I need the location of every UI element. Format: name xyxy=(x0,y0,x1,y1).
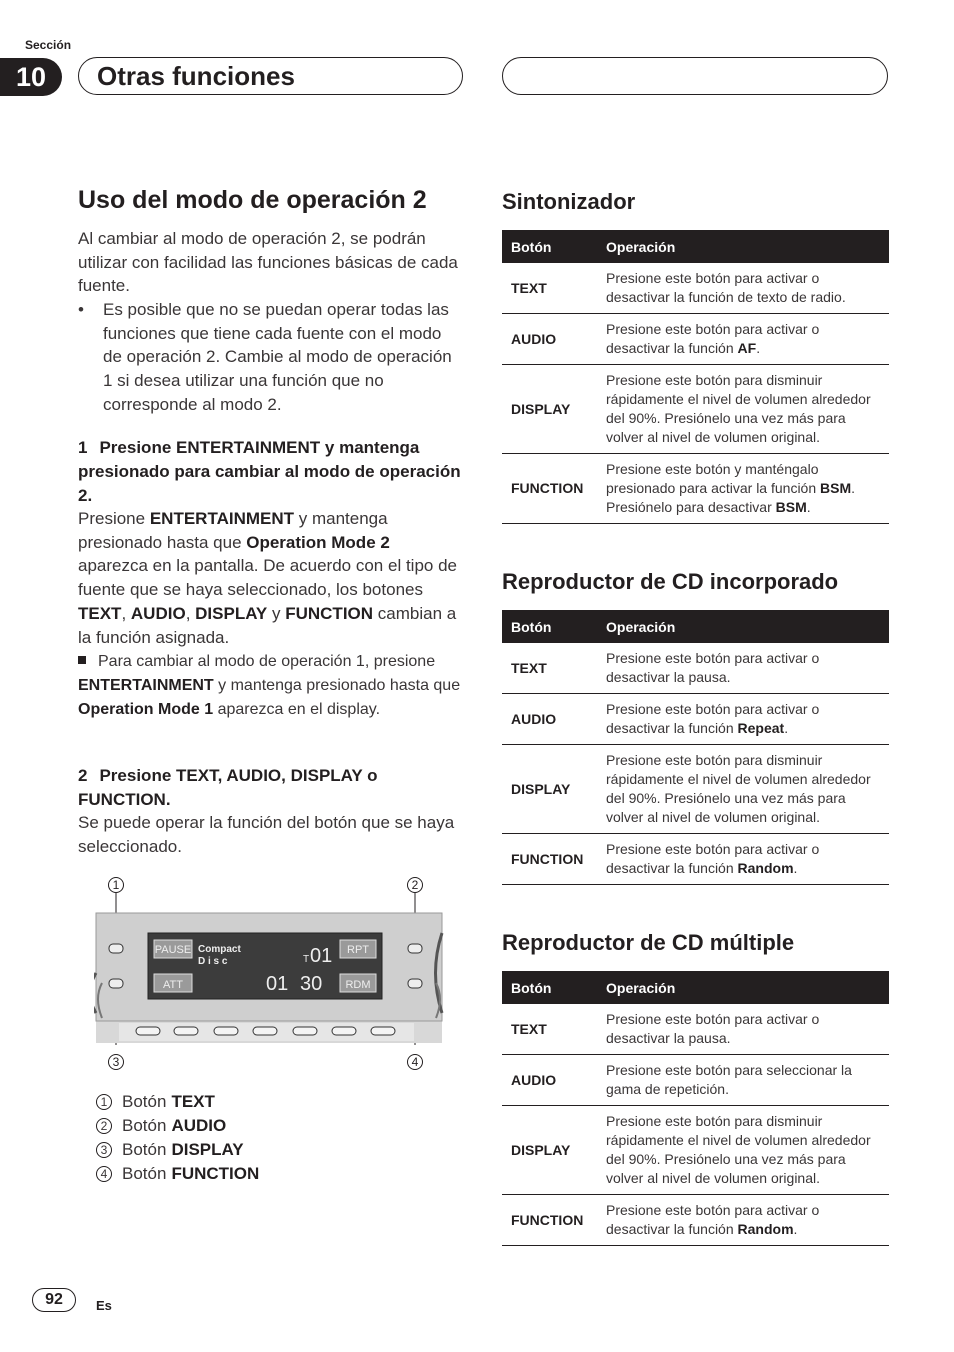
display-minutes: 01 xyxy=(266,973,289,995)
callout-4: 4 xyxy=(407,1054,423,1070)
step-1-text: Presione ENTERTAINMENT y mantenga presionado para cambiar al modo de operación 2. xyxy=(78,438,461,505)
table-row: DISPLAY Presione este botón para disminuir rápidamente el nivel de volumen alrededor del 90%. Presiónelo una vez más para volver al nivel de volumen original. xyxy=(502,745,889,834)
display-seconds: 30 xyxy=(300,973,323,995)
bullet-text: Es posible que no se puedan operar todas las funciones que tiene cada fuente con el modo de operación 2. Cambie al modo de operación 1 si desea utilizar una función que no corresponde al modo 2. xyxy=(103,300,452,414)
display-track: 01 xyxy=(310,945,333,967)
cd-multi-heading: Reproductor de CD múltiple xyxy=(502,930,795,955)
bullet-item xyxy=(78,298,463,417)
table-row: AUDIO Presione este botón para activar o desactivar la función AF. xyxy=(502,314,889,365)
table-row: TEXT Presione este botón para activar o desactivar la función de texto de radio. xyxy=(502,263,889,314)
callout-2: 2 xyxy=(407,877,423,893)
callout-3: 3 xyxy=(108,1054,124,1070)
tuner-heading: Sintonizador xyxy=(502,189,636,214)
table-row: DISPLAY Presione este botón para disminuir rápidamente el nivel de volumen alrededor del 90%. Presiónelo una vez más para volver al nivel de volumen original. xyxy=(502,365,889,454)
step-1-body: Presione ENTERTAINMENT y mantenga presionado hasta que Operation Mode 2 aparezca en la pantalla. De acuerdo con el tipo de fuente que se haya seleccionado, los botones TEXT, AUDIO, DISPLAY y FUNCTION cambian a la función asignada. xyxy=(78,509,457,647)
legend-item: 2 Botón AUDIO xyxy=(96,1114,259,1138)
page-number: 92 xyxy=(32,1288,76,1312)
display-att: ATT xyxy=(163,979,183,991)
intro-paragraph: Al cambiar al modo de operación 2, se podrán utilizar con facilidad las funciones básicas de cada fuente. xyxy=(78,229,458,296)
note-square-icon xyxy=(78,656,86,664)
head-unit-illustration xyxy=(94,893,444,1045)
table-row: AUDIO Presione este botón para activar o desactivar la función Repeat. xyxy=(502,694,889,745)
display-pause: PAUSE xyxy=(154,944,192,956)
table-row: AUDIO Presione este botón para seleccionar la gama de repetición. xyxy=(502,1055,889,1106)
legend-item: 1 Botón TEXT xyxy=(96,1090,259,1114)
table-row: FUNCTION Presione este botón para activar o desactivar la función Random. xyxy=(502,834,889,885)
table-row: TEXT Presione este botón para activar o desactivar la pausa. xyxy=(502,643,889,694)
note-paragraph: Para cambiar al modo de operación 1, presione ENTERTAINMENT y mantenga presionado hasta que Operation Mode 1 aparezca en el display. xyxy=(78,653,461,718)
display-track-label: T xyxy=(303,954,310,965)
step-1-title xyxy=(78,436,463,508)
col-operation-header: Operación xyxy=(597,610,889,643)
col-operation-header: Operación xyxy=(597,230,889,263)
cd-multi-table xyxy=(502,971,889,1246)
callout-1: 1 xyxy=(108,877,124,893)
step-2-body: Se puede operar la función del botón que se haya seleccionado. xyxy=(78,813,455,856)
table-row: FUNCTION Presione este botón y manténgalo presionado para activar la función BSM. Presiónelo para desactivar BSM. xyxy=(502,454,889,524)
section-title: Otras funciones xyxy=(97,61,295,91)
section-label: Sección xyxy=(25,38,72,52)
empty-header-frame xyxy=(502,57,888,95)
step-2-title xyxy=(78,764,463,812)
step-2-number: 2 xyxy=(78,766,88,785)
col-button-header: Botón xyxy=(502,230,597,263)
display-disc: D i s c xyxy=(198,956,228,967)
table-row: DISPLAY Presione este botón para disminuir rápidamente el nivel de volumen alrededor del 90%. Presiónelo una vez más para volver al nivel de volumen original. xyxy=(502,1106,889,1195)
bullet-dot: • xyxy=(78,300,84,319)
language-code: Es xyxy=(96,1298,112,1313)
legend-item: 4 Botón FUNCTION xyxy=(96,1162,259,1186)
display-rpt: RPT xyxy=(347,944,369,956)
legend-item: 3 Botón DISPLAY xyxy=(96,1138,259,1162)
tuner-table xyxy=(502,230,889,524)
section-title-frame xyxy=(78,57,463,95)
page-heading: Uso del modo de operación 2 xyxy=(78,186,427,214)
table-row: TEXT Presione este botón para activar o desactivar la pausa. xyxy=(502,1004,889,1055)
step-1-number: 1 xyxy=(78,438,88,457)
col-operation-header: Operación xyxy=(597,971,889,1004)
figure-legend xyxy=(96,1090,259,1186)
cd-builtin-table xyxy=(502,610,889,885)
step-2-text: Presione TEXT, AUDIO, DISPLAY o FUNCTION. xyxy=(78,766,378,809)
section-number-badge: 10 xyxy=(0,58,62,96)
col-button-header: Botón xyxy=(502,610,597,643)
col-button-header: Botón xyxy=(502,971,597,1004)
display-compact: Compact xyxy=(198,944,241,955)
cd-builtin-heading: Reproductor de CD incorporado xyxy=(502,569,839,594)
display-rdm: RDM xyxy=(345,979,371,991)
table-row: FUNCTION Presione este botón para activar o desactivar la función Random. xyxy=(502,1195,889,1246)
